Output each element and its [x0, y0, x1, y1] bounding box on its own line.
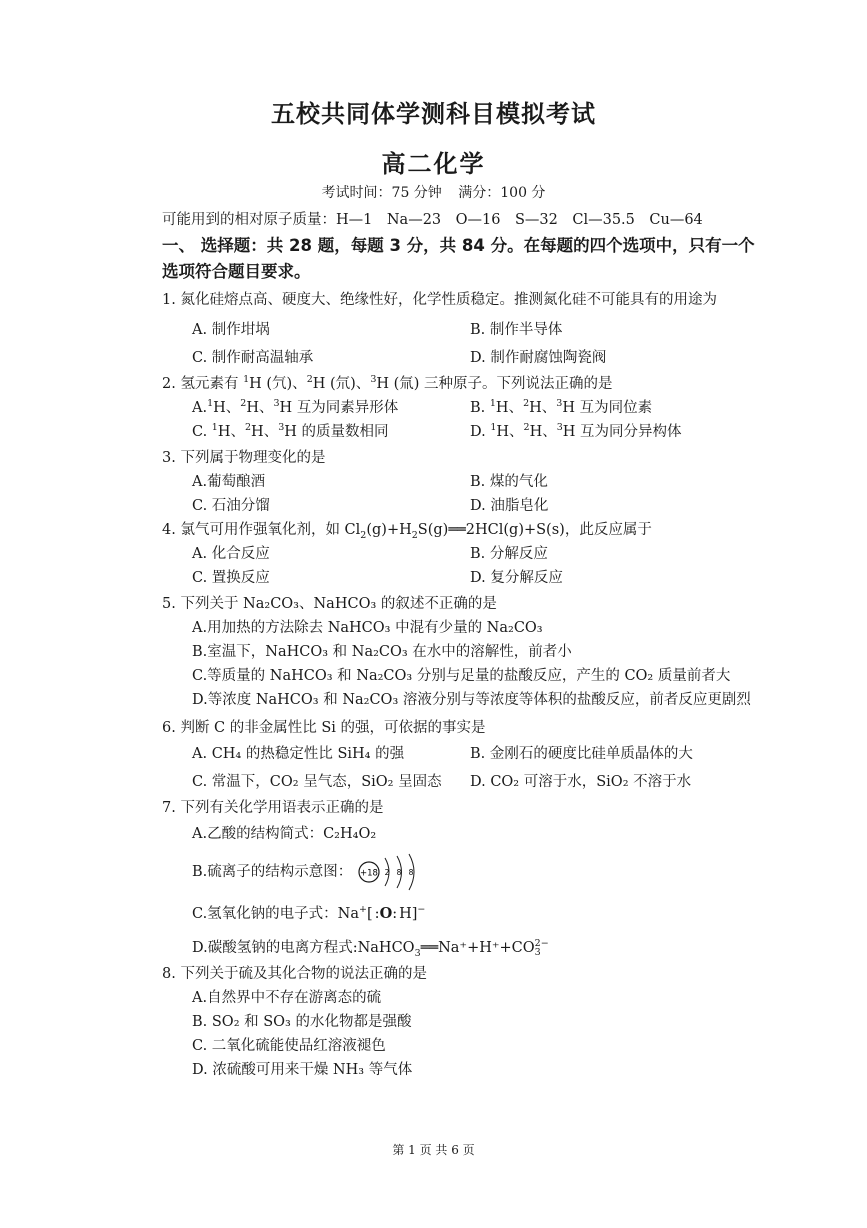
- q2-mass-3: 3: [370, 374, 377, 386]
- q2-stem-part: H (氕)、: [249, 376, 307, 392]
- q4-subscript: 2: [411, 529, 418, 541]
- question-8-stem: 8. 下列关于硫及其化合物的说法正确的是: [162, 966, 427, 982]
- section-heading-line1: 一、 选择题：共 28 题，每题 3 分，共 84 分。在每题的四个选项中，只有一个: [162, 236, 755, 255]
- question-6-option-c: C. 常温下，CO₂ 呈气态，SiO₂ 呈固态: [192, 774, 442, 790]
- question-7-option-d: [192, 936, 549, 959]
- question-2-option-c: C. $^1$H、$^2$H、$^3$H 的质量数相同: [192, 422, 389, 440]
- question-2-option-b: B. $^1$H、$^2$H、$^3$H 互为同位素: [470, 398, 653, 416]
- option-label: B.: [470, 400, 486, 416]
- equals-sign: ══: [420, 940, 439, 956]
- question-3-option-b: B. 煤的气化: [470, 474, 548, 490]
- question-8-option-d: D. 浓硫酸可用来干燥 NH₃ 等气体: [192, 1062, 413, 1078]
- subscript: 3: [414, 947, 421, 959]
- question-8-option-c: C. 二氧化硫能使品红溶液褪色: [192, 1038, 386, 1054]
- option-label: D.: [470, 424, 486, 440]
- question-4-option-c: C. 置换反应: [192, 570, 270, 586]
- q4-stem-part: 2HCl(g)+S(s)，此反应属于: [465, 522, 652, 538]
- question-7-option-a: A.乙酸的结构简式：C₂H₄O₂: [192, 826, 377, 842]
- question-8-option-a: A.自然界中不存在游离态的硫: [192, 990, 382, 1006]
- question-5-option-c: C.等质量的 NaHCO₃ 和 Na₂CO₃ 分别与足量的盐酸反应，产生的 CO₂ 质量前者大: [192, 668, 731, 684]
- question-3-option-d: D. 油脂皂化: [470, 498, 549, 514]
- section-heading-line2: 选项符合题目要求。: [162, 262, 311, 281]
- q4-stem-part: (g)+H: [366, 522, 412, 538]
- question-5-option-b: B.室温下，NaHCO₃ 和 Na₂CO₃ 在水中的溶解性，前者小: [192, 644, 572, 660]
- question-1-stem: 1. 氮化硅熔点高、硬度大、绝缘性好，化学性质稳定。推测氮化硅不可能具有的用途为: [162, 292, 717, 308]
- question-1-option-a: A. 制作坩埚: [192, 322, 270, 338]
- sulfide-ion-structure-diagram: [357, 852, 429, 892]
- option-text: C.氢氧化钠的电子式：Na: [192, 906, 360, 922]
- question-1-option-d: D. 制作耐腐蚀陶瓷阀: [470, 350, 607, 366]
- exam-score: 满分：100 分: [458, 185, 546, 201]
- question-6-option-a: A. CH₄ 的热稳定性比 SiH₄ 的强: [192, 746, 405, 762]
- subject-title: 高二化学: [381, 150, 486, 178]
- carbonate-index: [535, 939, 549, 957]
- q2-stem-part: H (氘)、: [312, 376, 371, 392]
- question-5-option-d: D.等浓度 NaHCO₃ 和 Na₂CO₃ 溶液分别与等浓度等体积的盐酸反应，前者反应更剧烈: [192, 692, 751, 708]
- q4-stem-part: 4. 氯气可用作强氧化剂，如 Cl: [162, 522, 361, 538]
- question-4-option-b: B. 分解反应: [470, 546, 548, 562]
- question-4-option-a: A. 化合反应: [192, 546, 270, 562]
- shell-1-count: 2: [384, 868, 390, 877]
- exam-meta: [0, 182, 867, 202]
- question-7-option-b: [192, 852, 429, 892]
- q2-mass-1: 1: [243, 374, 250, 386]
- option-text: Na⁺+H⁺+CO: [438, 940, 535, 956]
- option-text: 互为同位素: [579, 400, 653, 416]
- nucleus-charge: +18: [359, 868, 378, 879]
- question-7-option-c: C.氢氧化钠的电子式：Na+[ :O: H]−: [192, 904, 426, 922]
- option-text: 互为同分异构体: [580, 424, 682, 440]
- atomic-masses: 可能用到的相对原子质量：H—1 Na—23 O—16 S—32 Cl—35.5 Cu—64: [162, 212, 703, 228]
- option-label: C.: [192, 424, 208, 440]
- q2-stem-part: 2. 氢元素有: [162, 376, 244, 392]
- question-1-option-b: B. 制作半导体: [470, 322, 563, 338]
- question-3-stem: 3. 下列属于物理变化的是: [162, 450, 326, 466]
- q4-subscript: 2: [360, 529, 367, 541]
- q4-stem-part: S(g): [417, 522, 449, 538]
- question-7-stem: 7. 下列有关化学用语表示正确的是: [162, 800, 384, 816]
- question-4-stem: [162, 518, 652, 541]
- q2-stem-part: H (氚) 三种原子。下列说法正确的是: [376, 376, 613, 392]
- option-label: A.: [192, 400, 208, 416]
- exam-title: 五校共同体学测科目模拟考试: [271, 100, 596, 128]
- question-2-option-d: D. $^1$H、$^2$H、$^3$H 互为同分异构体: [470, 422, 682, 440]
- question-2-stem: [162, 372, 613, 393]
- question-6-option-b: B. 金刚石的硬度比硅单质晶体的大: [470, 746, 693, 762]
- q4-equals: ══: [448, 522, 466, 538]
- page-footer: 第 1 页 共 6 页: [392, 1143, 475, 1157]
- atom-subscript: 3: [534, 947, 541, 958]
- question-4-option-d: D. 复分解反应: [470, 570, 563, 586]
- question-5-option-a: A.用加热的方法除去 NaHCO₃ 中混有少量的 Na₂CO₃: [192, 620, 543, 636]
- question-1-option-c: C. 制作耐高温轴承: [192, 350, 314, 366]
- option-text: 的质量数相同: [301, 424, 389, 440]
- charge-superscript: 2−: [534, 938, 549, 949]
- option-text: 互为同素异形体: [296, 400, 399, 416]
- shell-3-count: 8: [408, 868, 414, 877]
- charge-plus: +: [359, 904, 367, 916]
- oxygen-electron-dots: :O:: [374, 905, 398, 922]
- charge-minus: −: [417, 904, 426, 916]
- question-3-option-a: A.葡萄酿酒: [192, 474, 266, 490]
- question-6-option-d: D. CO₂ 可溶于水，SiO₂ 不溶于水: [470, 774, 692, 790]
- shell-2-count: 8: [396, 868, 402, 877]
- oxygen-symbol: O: [379, 905, 393, 922]
- question-8-option-b: B. SO₂ 和 SO₃ 的水化物都是强酸: [192, 1014, 412, 1030]
- q2-mass-2: 2: [306, 374, 313, 386]
- option-text: B.硫离子的结构示意图：: [192, 864, 353, 880]
- question-3-option-c: C. 石油分馏: [192, 498, 270, 514]
- question-6-stem: 6. 判断 C 的非金属性比 Si 的强，可依据的事实是: [162, 720, 486, 736]
- hydrogen-symbol: H: [399, 906, 412, 922]
- question-2-option-a: A.$^1$H、$^2$H、$^3$H 互为同素异形体: [192, 398, 399, 416]
- question-5-stem: 5. 下列关于 Na₂CO₃、NaHCO₃ 的叙述不正确的是: [162, 596, 497, 612]
- option-text: D.碳酸氢钠的电离方程式:NaHCO: [192, 940, 415, 956]
- exam-time: 考试时间：75 分钟: [321, 185, 442, 201]
